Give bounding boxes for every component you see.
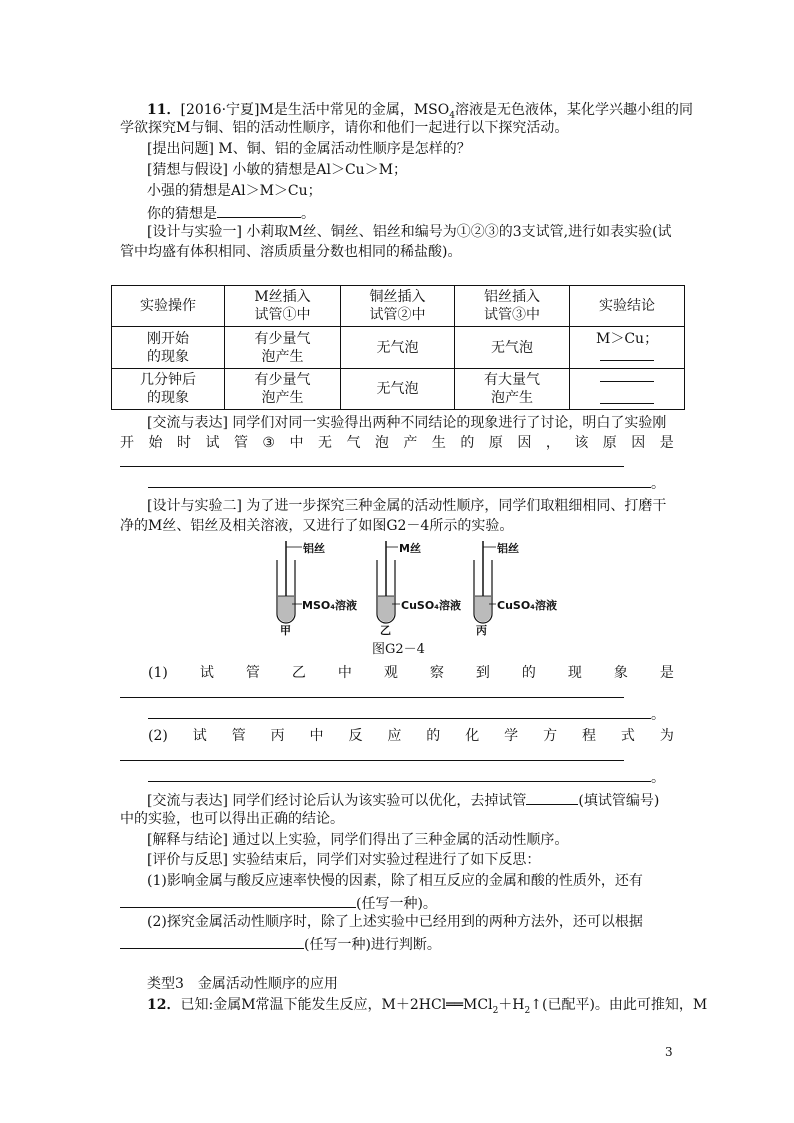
spread-char: 象 (613, 665, 628, 681)
conclusion-cell-2 (570, 369, 685, 410)
table-cell: 无气泡 (341, 369, 455, 410)
table-header-row (112, 286, 685, 327)
header-operation: 实验操作 (112, 286, 225, 327)
guess-yours: 你的猜想是 。 (147, 203, 315, 223)
reflect-r1-answer: (任写一种)。 (120, 893, 437, 913)
table-cell: 有少量气 泡产生 (225, 327, 341, 369)
q12-number: 12． (147, 997, 181, 1013)
table-cell: 刚开始 的现象 (112, 327, 225, 369)
discuss2-line1: [交流与表达] 同学们经讨论后认为该实验可以优化，去掉试管 (填试管编号) (147, 790, 659, 810)
guess-xiaomin: [猜想与假设] 小敏的猜想是Al＞Cu＞M； (147, 162, 408, 178)
exp1-line2: 管中均盛有体积相同、溶质质量分数也相同的稀盐酸)。 (120, 244, 462, 260)
spread-char: 化 (465, 728, 480, 744)
reflect-r2: (2)探究金属活动性顺序时，除了上述实验中已经用到的两种方法外，还可以根据 (147, 914, 643, 930)
spread-char: 的 (460, 435, 475, 451)
spread-char: 方 (543, 728, 558, 744)
table-cell: 有少量气 泡产生 (225, 369, 341, 410)
exp2-line2: 净的M丝、铝丝及相关溶液，又进行了如图G2－4所示的实验。 (120, 518, 514, 534)
spread-char: 现 (567, 665, 582, 681)
spread-char: 开 (120, 435, 134, 451)
q11-line1: 11．[2016·宁夏]M是生活中常见的金属，$MSO_4$溶液是无色液体，某化学兴趣小组的同 (147, 102, 693, 121)
spread-char: 时 (176, 435, 191, 451)
spread-char: 管 (233, 435, 248, 451)
tube-yi (377, 541, 400, 623)
spread-char: 为 (659, 728, 674, 744)
spread-char: 是 (659, 665, 674, 681)
tube-jia-solution-label: MSO₄溶液 (302, 599, 358, 612)
guess-xiaoqiang: 小强的猜想是Al＞M＞Cu； (147, 183, 322, 199)
page-number: 3 (665, 1045, 673, 1059)
tube-number-blank[interactable] (526, 790, 578, 805)
spread-char: ， (545, 435, 560, 451)
spread-char: 因 (517, 435, 532, 451)
spread-char: 是 (659, 435, 674, 451)
spread-char: (1) (148, 665, 168, 681)
conclusion-text: M＞Cu； (596, 330, 659, 347)
conclusion-line: [解释与结论] 通过以上实验，同学们得出了三种金属的活动性顺序。 (147, 832, 569, 848)
tube-jia-name: 甲 (280, 624, 291, 637)
table-cell: 无气泡 (341, 327, 455, 369)
spread-char: 管 (245, 665, 260, 681)
spread-char: 试 (192, 728, 207, 744)
answer-line[interactable] (148, 781, 651, 782)
tube-yi-name: 乙 (380, 624, 391, 637)
reflect-r2-answer: (任写一种)进行判断。 (120, 934, 441, 954)
reflect-blank-1[interactable] (120, 893, 356, 908)
tube-jia (277, 541, 302, 623)
figure-caption: 图G2－4 (372, 642, 425, 657)
discuss1-line2 (120, 434, 674, 452)
header-cu-wire: 铜丝插入 试管②中 (341, 286, 455, 327)
spread-char: 学 (504, 728, 519, 744)
spread-char: 无 (317, 435, 332, 451)
spread-char: 中 (309, 728, 324, 744)
experiment-table (111, 285, 685, 410)
exp1-line1: [设计与实验一] 小莉取M丝、铜丝、铝丝和编号为①②③的3支试管,进行如表实验(试 (147, 224, 672, 240)
spread-char: 泡 (374, 435, 389, 451)
ask-question: [提出问题] M、铜、铝的金属活动性顺序是怎样的？ (147, 141, 471, 157)
q11-number: 11． (147, 102, 181, 118)
conclusion-blank-3[interactable] (600, 391, 654, 404)
answer-line[interactable] (148, 718, 651, 719)
tube-jia-wire-label: 铝丝 (303, 542, 325, 555)
table-cell: 几分钟后 的现象 (112, 369, 225, 410)
spread-char: 反 (348, 728, 363, 744)
table-cell: 无气泡 (455, 327, 570, 369)
spread-char: 中 (337, 665, 352, 681)
reflect-blank-2[interactable] (120, 934, 304, 949)
spread-char: 中 (289, 435, 304, 451)
tube-bing-solution-label: CuSO₄溶液 (497, 599, 557, 612)
spread-char: 乙 (291, 665, 306, 681)
spread-char: 观 (383, 665, 398, 681)
answer-line[interactable] (120, 697, 624, 698)
table-row (112, 369, 685, 410)
exp2-line1: [设计与实验二] 为了进一步探究三种金属的活动性顺序，同学们取粗细相同、打磨干 (147, 498, 667, 514)
spread-char: 气 (346, 435, 361, 451)
spread-char: 因 (631, 435, 646, 451)
spread-char: 试 (205, 435, 220, 451)
spread-char: 的 (426, 728, 441, 744)
discuss1-line1: [交流与表达] 同学们对同一实验得出两种不同结论的现象进行了讨论，明白了实验刚 (147, 415, 667, 431)
spread-char: 始 (148, 435, 163, 451)
conclusion-blank-2[interactable] (600, 369, 654, 382)
spread-char: 察 (429, 665, 444, 681)
tube-bing-name: 丙 (476, 624, 487, 637)
table-row (112, 327, 685, 369)
spread-char: 的 (521, 665, 536, 681)
answer-line[interactable] (120, 760, 624, 761)
spread-char: ③ (262, 435, 275, 451)
header-conclusion: 实验结论 (570, 286, 685, 327)
tube-bing-wire-label: 铝丝 (497, 542, 519, 555)
spread-char: 产 (403, 435, 418, 451)
reflect-r1: (1)影响金属与酸反应速率快慢的因素，除了相互反应的金属和酸的性质外，还有 (147, 873, 643, 889)
q11-line2: 学欲探究M与铜、铝的活动性顺序，请你和他们一起进行以下探究活动。 (120, 120, 569, 136)
spread-char: 丙 (270, 728, 285, 744)
q2-line (148, 727, 674, 745)
discuss2-line2: 中的实验，也可以得出正确的结论。 (120, 811, 344, 827)
spread-char: 生 (431, 435, 446, 451)
spread-char: 原 (602, 435, 617, 451)
spread-char: 到 (475, 665, 490, 681)
section-heading-type3: 类型3 金属活动性顺序的应用 (147, 976, 338, 992)
spread-char: 原 (488, 435, 503, 451)
answer-line[interactable] (120, 466, 624, 467)
guess-answer-blank[interactable] (217, 203, 301, 218)
spread-char: 式 (620, 728, 635, 744)
spread-char: 该 (574, 435, 589, 451)
tube-yi-solution-label: CuSO₄溶液 (401, 599, 461, 612)
tube-bing (474, 541, 496, 623)
reflect-line1: [评价与反思] 实验结束后，同学们对实验过程进行了如下反思： (147, 852, 541, 868)
spread-char: 管 (231, 728, 246, 744)
answer-line[interactable] (148, 487, 651, 488)
q1-line (148, 664, 674, 682)
spread-char: 应 (387, 728, 402, 744)
period: 。 (651, 707, 665, 723)
table-cell: 有大量气 泡产生 (455, 369, 570, 410)
header-al-wire: 铝丝插入 试管③中 (455, 286, 570, 327)
header-m-wire: M丝插入 试管①中 (225, 286, 341, 327)
conclusion-cell-1 (570, 327, 685, 369)
conclusion-blank-1[interactable] (600, 348, 654, 361)
spread-char: 程 (581, 728, 596, 744)
spread-char: 试 (199, 665, 214, 681)
tube-yi-wire-label: M丝 (399, 542, 421, 555)
period: 。 (651, 770, 665, 786)
spread-char: (2) (148, 728, 168, 744)
period: 。 (651, 476, 665, 492)
q12-line: 12．已知:金属M常温下能发生反应，$M+2HCl══MCl_2+H_2↑$(已配平)。由此可推知，M (147, 997, 708, 1016)
